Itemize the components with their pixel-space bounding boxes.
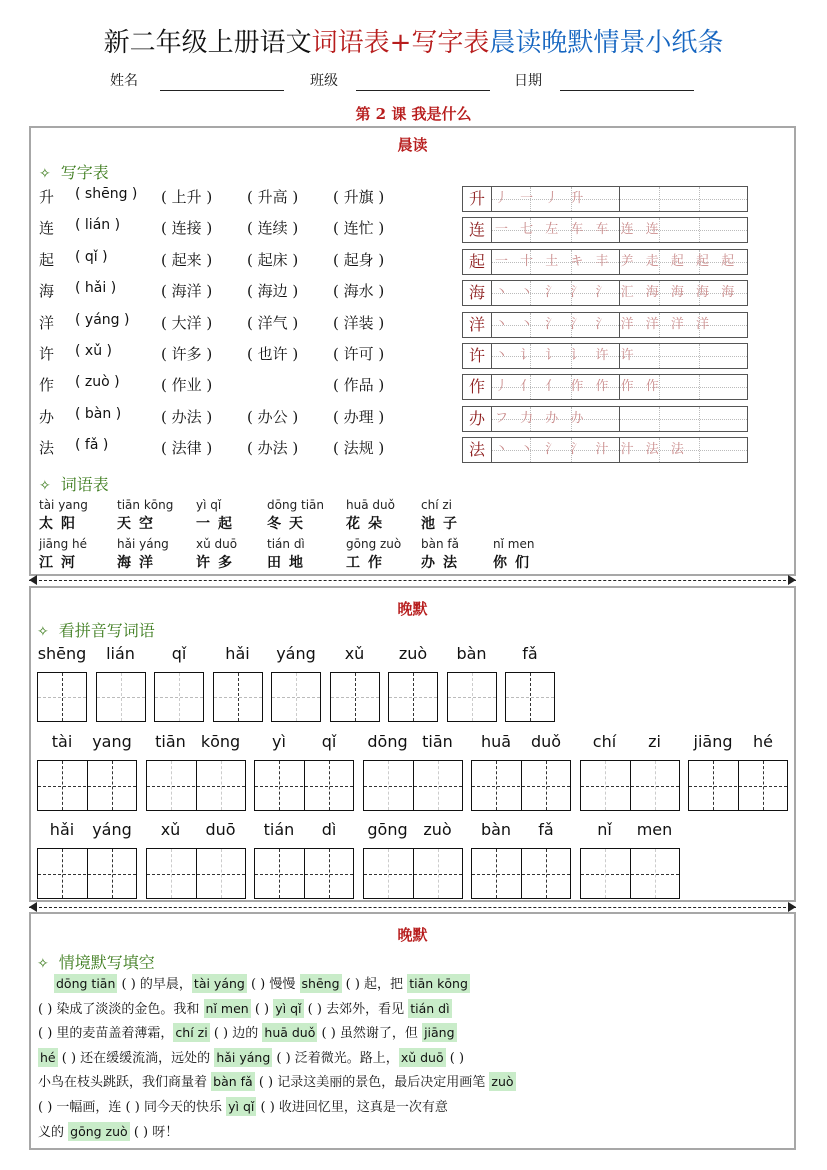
stroke-order-grid <box>462 280 748 306</box>
passage-line <box>38 1095 786 1121</box>
char-row-word-2: ( 起床 ) <box>247 250 299 269</box>
passage-line <box>38 1021 786 1047</box>
char-row <box>39 249 439 277</box>
char-row-word-2: ( 洋气 ) <box>247 313 299 332</box>
vocab-word: 田地 <box>267 555 311 571</box>
char-row-pinyin: ( qǐ ) <box>75 248 108 265</box>
char-row-char: 办 <box>39 407 55 426</box>
stroke-sequence: 一 十 土 キ 丰 ⺶ 走 起 起 起 <box>495 253 737 269</box>
pinyin-prompt: tián dì <box>410 1000 450 1016</box>
char-row-word-3: ( 连忙 ) <box>333 219 385 238</box>
stroke-order-grid <box>462 374 748 400</box>
guide-line <box>155 697 203 698</box>
char-row <box>39 280 439 308</box>
grid-divider <box>87 849 88 898</box>
pinyin-label: hǎi <box>49 820 75 839</box>
pinyin-label: lián <box>106 644 135 663</box>
char-row-word-1: ( 办法 ) <box>161 407 213 426</box>
pinyin-prompt: xǔ duō <box>400 1049 444 1065</box>
pinyin-label: yáng <box>276 644 316 663</box>
char-row-pinyin: ( xǔ ) <box>75 343 112 359</box>
char-row-word-3: ( 法规 ) <box>333 439 385 458</box>
char-row-word-3: ( 办理 ) <box>333 407 385 426</box>
char-row-word-3: ( 海水 ) <box>333 282 385 301</box>
pinyin-prompt: zuò <box>491 1074 514 1090</box>
passage-text: 义的 <box>38 1124 69 1140</box>
stroke-sequence: フ 力 办 办 <box>495 410 586 426</box>
vocab-word: 花朵 <box>346 516 390 532</box>
vocab-pinyin: tiān kōng <box>117 498 174 512</box>
char-row-word-2: ( 海边 ) <box>247 282 299 301</box>
answer-box[interactable] <box>363 760 463 811</box>
passage-text: ( ) 还在缓缓流淌，远处的 <box>57 1050 215 1066</box>
name-field[interactable] <box>160 90 284 91</box>
answer-box[interactable] <box>330 672 380 722</box>
vocab-pinyin: bàn fǎ <box>421 537 459 551</box>
pinyin-label: fǎ <box>538 820 554 839</box>
vocab-word: 太阳 <box>39 516 83 532</box>
answer-box[interactable] <box>37 672 87 722</box>
char-row <box>39 374 439 402</box>
char-row-word-2: ( 也许 ) <box>247 345 299 363</box>
char-row-word-1: ( 作业 ) <box>161 376 213 395</box>
pinyin-label: bàn <box>456 644 487 663</box>
pinyin-label: nǐ <box>597 820 612 839</box>
pinyin-label: zuò <box>423 820 452 839</box>
pinyin-label: tiān <box>155 732 186 751</box>
stroke-order-grid <box>462 249 748 275</box>
grid-divider <box>196 849 197 898</box>
answer-box[interactable] <box>154 672 204 722</box>
guide-line <box>214 697 262 698</box>
vocab-pinyin: tián dì <box>267 537 305 551</box>
char-row <box>39 437 439 465</box>
char-row <box>39 343 439 371</box>
char-row-word-1: ( 海洋 ) <box>161 282 213 301</box>
page-title <box>0 22 827 59</box>
char-row-pinyin: ( bàn ) <box>75 405 122 422</box>
diamond-icon: ✧ <box>37 624 49 640</box>
diamond-icon: ✧ <box>39 478 51 494</box>
pinyin-label: jiāng <box>693 732 733 751</box>
pinyin-label: duō <box>205 820 236 839</box>
grid-divider <box>87 761 88 810</box>
vocab-pinyin: dōng tiān <box>267 498 324 512</box>
char-row <box>39 186 439 214</box>
vocab-pinyin: jiāng hé <box>39 537 88 551</box>
passage-line <box>38 1070 786 1096</box>
passage-text: ( ) 虽然谢了，但 <box>317 1026 423 1042</box>
grid-divider <box>413 761 414 810</box>
pinyin-label: qǐ <box>171 644 187 663</box>
left-arrow-icon <box>29 902 37 912</box>
stroke-order-grid <box>462 312 748 338</box>
pinyin-prompt: dōng tiān <box>56 976 116 991</box>
char-row <box>39 406 439 434</box>
char-row-char: 法 <box>39 439 55 458</box>
answer-box[interactable] <box>146 760 246 811</box>
title-part-grade: 新二年级上册语文 <box>103 28 312 58</box>
stroke-char: 海 <box>463 281 492 305</box>
stroke-sequence: 丶 丶 氵 氵 氵 洋 洋 洋 洋 <box>495 316 712 332</box>
guide-line <box>38 697 86 698</box>
pinyin-prompt: huā duǒ <box>264 1025 316 1041</box>
vocab-word: 许多 <box>196 555 240 571</box>
pinyin-prompt: nǐ men <box>205 1000 249 1016</box>
char-row-word-2: ( 办法 ) <box>247 439 299 458</box>
pinyin-label: tián <box>263 820 295 839</box>
pinyin-label: tiān <box>422 732 453 751</box>
char-row-word-1: ( 许多 ) <box>161 345 213 363</box>
class-label: 班级 <box>310 73 338 89</box>
stroke-sequence: 丶 讠 讠 讠 许 许 <box>495 348 636 363</box>
passage-text: ( ) 的早晨， <box>117 977 192 992</box>
char-row-word-3: ( 作品 ) <box>333 376 385 395</box>
pinyin-prompt: shēng <box>301 976 340 991</box>
cut-line <box>29 580 796 581</box>
answer-box[interactable] <box>688 760 788 811</box>
evening-dictation-panel <box>29 586 796 902</box>
char-row-pinyin: ( shēng ) <box>75 186 138 202</box>
vocab-word: 工作 <box>346 555 390 571</box>
answer-box[interactable] <box>388 672 438 722</box>
stroke-char: 作 <box>463 375 492 399</box>
passage-text: ( ) 记录这美丽的景色，最后决定用画笔 <box>254 1075 490 1091</box>
char-row-pinyin: ( fǎ ) <box>75 437 109 454</box>
pinyin-label: men <box>636 820 673 839</box>
char-row-char: 许 <box>39 345 55 363</box>
date-field[interactable] <box>560 90 694 91</box>
write-chars-heading: ✧ 写字表 <box>39 163 109 182</box>
guide-line <box>272 697 320 698</box>
vocab-pinyin: tài yang <box>39 498 88 512</box>
pinyin-prompt: jiāng <box>424 1025 455 1041</box>
passage-line <box>54 972 786 998</box>
grid-divider <box>521 849 522 898</box>
answer-box[interactable] <box>447 672 497 722</box>
guide-line <box>97 697 145 698</box>
stroke-sequence: 丶 丶 氵 氵 氵 汇 海 海 海 海 <box>495 285 737 301</box>
passage-text: ( ) 慢慢 <box>246 977 300 992</box>
date-label: 日期 <box>514 73 542 89</box>
answer-box[interactable] <box>213 672 263 722</box>
answer-box[interactable] <box>471 760 571 811</box>
pinyin-label: zuò <box>398 644 428 663</box>
name-label: 姓名 <box>110 73 138 89</box>
stroke-order-grid <box>462 217 748 243</box>
passage-text: ( ) <box>250 1001 274 1017</box>
title-part-notes: 晨读晚默情景小纸条 <box>489 28 724 58</box>
char-row-word-1: ( 大洋 ) <box>161 313 213 332</box>
answer-box[interactable] <box>271 672 321 722</box>
pinyin-prompt: hǎi yáng <box>216 1049 271 1065</box>
guide-line <box>331 697 379 698</box>
pinyin-label: xǔ <box>344 644 365 663</box>
pinyin-label: gōng <box>367 820 408 839</box>
pinyin-label: tài <box>51 732 73 751</box>
char-row-char: 海 <box>39 282 55 301</box>
stroke-order-grid <box>462 343 748 369</box>
scenario-panel-title: 晚默 <box>397 926 428 944</box>
pinyin-label: xǔ <box>160 820 181 839</box>
vocab-pinyin: huā duǒ <box>346 498 395 512</box>
char-row-word-1: ( 起来 ) <box>161 250 213 269</box>
morning-panel-title: 晨读 <box>397 136 428 154</box>
answer-box[interactable] <box>37 760 137 811</box>
char-row-word-3: ( 升旗 ) <box>333 188 385 206</box>
char-row-word-3: ( 洋装 ) <box>333 313 385 332</box>
stroke-order-grid <box>462 406 748 432</box>
answer-box[interactable] <box>580 848 680 899</box>
stroke-sequence: 丶 丶 氵 氵 汁 汁 法 法 <box>495 442 686 458</box>
pinyin-label: fǎ <box>522 644 538 663</box>
vocab-pinyin: chí zi <box>421 498 452 512</box>
vocab-word: 池子 <box>421 516 465 532</box>
vocab-pinyin: hǎi yáng <box>117 537 169 551</box>
pinyin-label: yang <box>92 732 132 751</box>
right-arrow-icon <box>788 575 796 585</box>
vocab-word: 江河 <box>39 555 83 571</box>
pinyin-label: huā <box>480 732 512 751</box>
class-field[interactable] <box>356 90 490 91</box>
scenario-heading: ✧ 情境默写填空 <box>37 953 155 972</box>
pinyin-label: yì <box>272 732 286 751</box>
pinyin-label: hǎi <box>225 644 250 663</box>
answer-box[interactable] <box>96 672 146 722</box>
vocab-word: 你们 <box>493 555 537 571</box>
answer-box[interactable] <box>580 760 680 811</box>
grid-divider <box>413 849 414 898</box>
char-row-pinyin: ( yáng ) <box>75 311 130 328</box>
pinyin-label: shēng <box>37 644 87 663</box>
lesson-title: 第 2 课 我是什么 <box>355 105 472 123</box>
char-row <box>39 217 439 245</box>
pinyin-label: yáng <box>92 820 132 839</box>
diamond-icon: ✧ <box>37 956 49 972</box>
grid-divider <box>304 849 305 898</box>
char-row-word-2: ( 连续 ) <box>247 219 299 238</box>
passage-line <box>38 1120 786 1146</box>
pinyin-prompt: yì qǐ <box>275 1000 302 1016</box>
stroke-char: 连 <box>463 218 492 242</box>
passage-line <box>38 1046 786 1072</box>
vocab-word: 一起 <box>196 516 240 532</box>
passage-text: ( ) 呀！ <box>129 1124 179 1140</box>
char-row-char: 起 <box>39 250 55 269</box>
stroke-char: 升 <box>463 187 492 211</box>
guide-line <box>506 697 554 698</box>
char-row-char: 洋 <box>39 313 55 332</box>
char-row-word-3: ( 起身 ) <box>333 250 385 269</box>
vocab-pinyin: gōng zuò <box>346 537 402 551</box>
pinyin-prompt: gōng zuò <box>70 1123 128 1139</box>
stroke-char: 洋 <box>463 313 492 337</box>
pinyin-prompt: tiān kōng <box>409 976 468 991</box>
pinyin-label: duǒ <box>530 732 562 751</box>
pinyin-prompt: chí zi <box>175 1025 208 1041</box>
stroke-char: 办 <box>463 407 492 431</box>
char-row-pinyin: ( hǎi ) <box>75 280 117 297</box>
pinyin-label: zi <box>648 732 661 751</box>
title-part-tables: 词语表+写字表 <box>311 28 490 58</box>
char-row-char: 升 <box>39 188 55 206</box>
passage-text: ( ) 一幅画，连 ( ) 同今天的快乐 <box>38 1100 227 1115</box>
pinyin-label: dōng <box>367 732 408 751</box>
vocab-word: 海洋 <box>117 555 161 571</box>
guide-line <box>389 697 437 698</box>
guide-line <box>448 697 496 698</box>
answer-box[interactable] <box>505 672 555 722</box>
stroke-sequence: 丿 亻 亻 作 作 作 作 <box>495 379 661 395</box>
grid-divider <box>304 761 305 810</box>
stroke-char: 起 <box>463 250 492 274</box>
stroke-order-grid <box>462 437 748 463</box>
grid-divider <box>521 761 522 810</box>
pinyin-label: kōng <box>200 732 241 751</box>
morning-reading-panel <box>29 126 796 576</box>
grid-divider <box>738 761 739 810</box>
vocab-heading: ✧ 词语表 <box>39 475 109 494</box>
vocab-pinyin: nǐ men <box>493 537 535 551</box>
pinyin-prompt: yì qǐ <box>228 1099 255 1114</box>
char-row-word-1: ( 连接 ) <box>161 219 213 238</box>
passage-text: 小鸟在枝头跳跃，我们商量着 <box>38 1075 212 1091</box>
char-row-char: 连 <box>39 219 55 238</box>
passage-text: ( ) 泛着微光。路上， <box>272 1050 399 1066</box>
answer-box[interactable] <box>37 848 137 899</box>
passage-text: ( ) 边的 <box>209 1026 263 1042</box>
pinyin-prompt: bàn fǎ <box>213 1074 253 1090</box>
stroke-sequence: 丿 一 丿 升 <box>495 191 586 206</box>
answer-box[interactable] <box>363 848 463 899</box>
vocab-word: 冬天 <box>267 516 311 532</box>
char-row <box>39 312 439 340</box>
pinyin-label: hé <box>753 732 773 751</box>
vocab-pinyin: yì qǐ <box>196 498 222 512</box>
passage-text: ( ) 收进回忆里，这真是一次有意 <box>256 1100 448 1115</box>
char-row-word-1: ( 法律 ) <box>161 439 213 458</box>
char-row-word-1: ( 上升 ) <box>161 188 213 206</box>
vocab-pinyin: xǔ duō <box>196 537 238 551</box>
pinyin-label: qǐ <box>321 732 337 751</box>
evening-panel-title: 晚默 <box>397 600 428 618</box>
diamond-icon: ✧ <box>39 166 51 182</box>
stroke-char: 法 <box>463 438 492 462</box>
answer-box[interactable] <box>254 848 354 899</box>
pinyin-label: dì <box>321 820 337 839</box>
cut-line <box>29 907 796 908</box>
stroke-char: 许 <box>463 344 492 368</box>
pinyin-prompt: tài yáng <box>193 976 245 991</box>
passage-line <box>38 997 786 1023</box>
stroke-sequence: 一 七 左 车 车 连 连 <box>495 222 661 238</box>
vocab-word: 天空 <box>117 516 161 532</box>
char-row-word-2: ( 升高 ) <box>247 188 299 206</box>
passage-text: ( ) 染成了淡淡的金色。我和 <box>38 1001 204 1017</box>
char-row-word-3: ( 许可 ) <box>333 345 385 363</box>
right-arrow-icon <box>788 902 796 912</box>
stroke-order-grid <box>462 186 748 212</box>
passage-text: ( ) <box>445 1050 465 1066</box>
pinyin-prompt: hé <box>40 1049 56 1065</box>
char-row-pinyin: ( lián ) <box>75 217 121 234</box>
grid-divider <box>630 849 631 898</box>
char-row-char: 作 <box>39 376 55 395</box>
pinyin-label: chí <box>592 732 617 751</box>
answer-box[interactable] <box>254 760 354 811</box>
char-row-word-2: ( 办公 ) <box>247 407 299 426</box>
pinyin-write-heading: ✧ 看拼音写词语 <box>37 621 155 640</box>
vocab-word: 办法 <box>421 555 465 571</box>
passage-text: ( ) 去郊外，看见 <box>303 1001 409 1017</box>
grid-divider <box>196 761 197 810</box>
answer-box[interactable] <box>146 848 246 899</box>
passage-text: ( ) 里的麦苗盖着薄霜， <box>38 1026 174 1042</box>
passage-text: ( ) 起，把 <box>341 977 408 992</box>
left-arrow-icon <box>29 575 37 585</box>
char-row-pinyin: ( zuò ) <box>75 374 120 391</box>
grid-divider <box>630 761 631 810</box>
answer-box[interactable] <box>471 848 571 899</box>
pinyin-label: bàn <box>480 820 512 839</box>
